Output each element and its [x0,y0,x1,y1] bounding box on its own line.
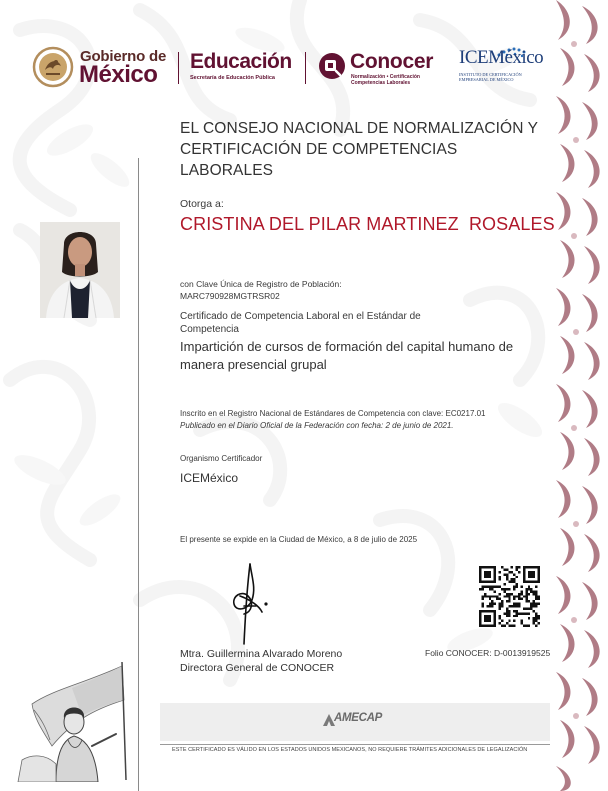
vertical-divider [138,158,139,791]
gobierno-line2: México [79,61,158,88]
recipient-photo [40,222,120,318]
folio-number: Folio CONOCER: D-0013919525 [425,648,551,658]
conocer-logo [318,50,443,86]
amecap-text: AMECAP [334,712,383,724]
icem-logo [459,47,544,87]
registry-line: Inscrito en el Registro Nacional de Estándares de Competencia con clave: EC0217.01 [180,409,486,418]
recipient-name: CRISTINA DEL PILAR MARTINEZ ROSALES [180,214,555,234]
otorga-label: Otorga a: [180,198,224,210]
icem-subtitle-2: EMPRESARIAL DE MÉXICO [459,77,514,82]
certifying-org-label: Organismo Certificador [180,454,263,463]
certificate-type-label: Certificado de Competencia Laboral en el Estándar de Competencia [180,311,421,335]
signer-block [180,647,342,675]
competency-standard: Impartición de cursos de formación del capital humano de manera presencial grupal [180,339,514,372]
curp-label: con Clave Única de Registro de Población: [180,279,342,289]
educacion-logo [190,50,300,86]
curp-value: MARC790928MGTRSR02 [180,291,280,301]
dof-publication-line: Publicado en el Diario Oficial de la Federación con fecha: 2 de junio de 2021. [180,421,454,430]
legal-notice: ESTE CERTIFICADO ES VÁLIDO EN LOS ESTADOS UNIDOS MEXICANOS, NO REQUIERE TRÁMITES ADICIONALES DE LEGALIZACIÓN [172,747,528,753]
mexico-coat-of-arms-icon [32,46,74,88]
footer-rule [160,744,550,745]
logo-separator [178,52,179,84]
conocer-logo-icon [318,52,346,80]
icem-subtitle [459,72,522,82]
handwritten-signature [222,560,274,646]
signer-title: Directora General de CONOCER [180,662,335,674]
gobierno-de-mexico-logo [32,44,172,88]
signer-name: Mtra. Guillermina Alvarado Moreno [180,648,343,660]
amecap-logo [322,712,398,728]
woman-with-flag-illustration [12,660,128,782]
decorative-border [552,0,608,791]
issuer-title: EL CONSEJO NACIONAL DE NORMALIZACIÓN Y CERTIFICACIÓN DE COMPETENCIAS LABORALES [180,120,538,179]
educacion-title: Educación [190,50,292,73]
logo-separator [305,52,306,84]
icem-title: ICEMéxico [459,47,544,68]
conocer-subtitle-1: Normalización • Certificación [351,74,420,80]
certifying-org-value: ICEMéxico [180,471,239,485]
conocer-title: Conocer [350,50,434,73]
issue-date-line: El presente se expide en la Ciudad de México, a 8 de julio de 2025 [180,535,418,544]
gobierno-line1: Gobierno de [80,48,167,65]
conocer-subtitle-2: Competencias Laborales [351,80,411,86]
icem-subtitle-1: INSTITUTO DE CERTIFICACIÓN [459,72,522,77]
educacion-subtitle: Secretaría de Educación Pública [190,75,275,81]
qr-code [479,566,540,627]
